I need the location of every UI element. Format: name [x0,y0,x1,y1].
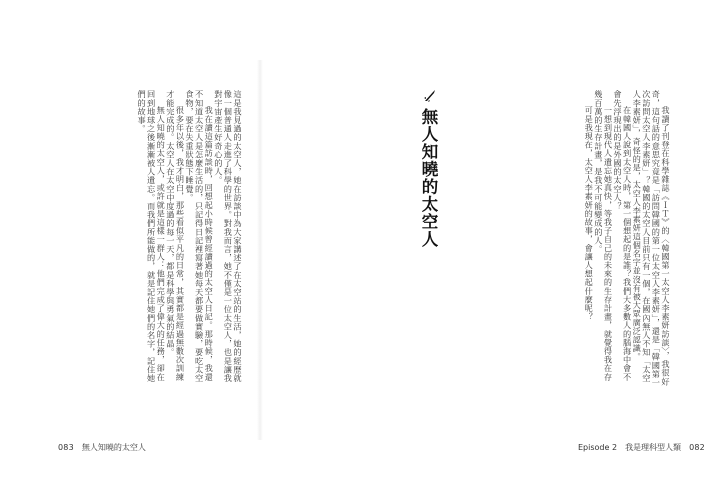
right-folio [578,442,705,453]
left-folio [58,442,146,453]
left-paragraph-2: 我在讀這篇訪談時，回想起小時候曾經讀過的太空人日記。那時候，我還不知道太空人是怎麼生活的，只記得日記裡寫著她每天都要做實驗，要吃太空食物，要在失重狀態下睡覺。 [185,90,215,383]
chapter-title-block [414,88,440,268]
right-page-body [558,90,670,390]
right-paragraph-2: 在韓國人說到太空人時，第一個想起的是誰？我們大多數人的腦海中會不會先浮現出的是外國的太空人？ [613,90,633,382]
rocket-icon [422,88,438,104]
right-episode: Episode 2 [578,443,618,452]
left-paragraph-3: 很多年以後，我才明白，那些看似平凡的日常，其實都是經過無數次訓練才能完成的。太空人在太空中度過的每一天，都是科學與勇氣的結晶。 [165,90,186,382]
chapter-title: 無人知曉的太空人 [419,108,438,248]
right-paragraph-4: 可是我現在，太空人李素妍的故事，會讓人想起什麼呢？ [584,106,595,322]
right-paragraph-3: 一想到現代人遺忘她真快，等我子自己的未來的生存計畫，就覺得我在存幾百萬的生存計畫，是我不可能變成的人。 [593,90,614,382]
left-running-head: 無人知曉的太空人 [81,443,146,452]
right-page [260,0,705,500]
right-page-number: 082 [689,443,705,452]
right-paragraph-1: 我讀了刊登在科學雜誌《ＩＴ》的〈韓國第一太空人李素妍訪談〉，我很好奇，這句話的意思究竟是「訪問韓國的第一位太空人李素妍」，還是「韓國第一次訪問太空人李素妍」？韓國的太空人目前只有一個，在國內無人不知「太空人李素妍」，奇怪的是，太空人李素妍這個名字並沒有被大眾廣泛認識。 [632,90,671,387]
left-paragraph-4: 無人知曉的太空人，或許就是這樣一群人：他們完成了偉大的任務，卻在回到地球之後漸漸被人遺忘。而我們所能做的，就是記住她們的名字，記住她們的故事。 [137,90,167,383]
left-paragraph-1: 這是我見過的太空人，她在訪談中為大家講述了在太空站的生活，她的經歷就像一個普通人走進了科學的世界。對我而言，她不僅是一位太空人，也是讓我對宇宙產生好奇心的人。 [213,90,243,383]
left-page [0,0,260,500]
right-running-head: 我是理科型人類 [625,443,682,452]
left-page-number: 083 [58,443,74,452]
left-page-body [66,90,242,390]
